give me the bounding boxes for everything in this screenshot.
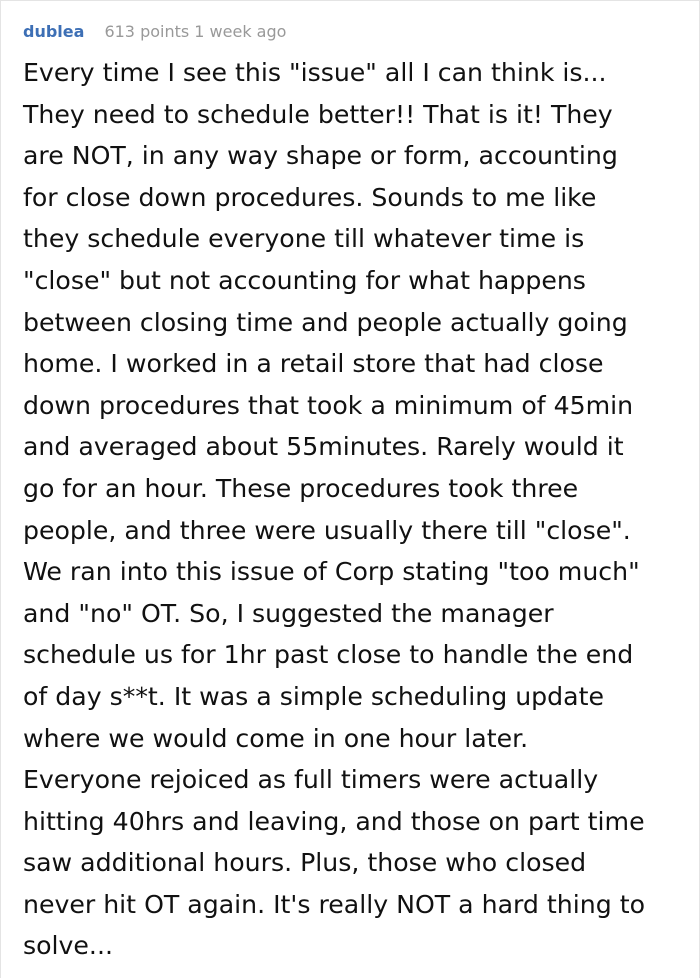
comment-text-line: home. I worked in a retail store that had close: [23, 349, 604, 379]
comment-text-line: "close" but not accounting for what happens: [23, 265, 586, 295]
comment-text-line: They need to schedule better!! That is it! They: [23, 99, 613, 129]
comment-text-line: schedule us for 1hr past close to handle the end: [23, 640, 634, 670]
comment-text-line: saw additional hours. Plus, those who closed: [23, 848, 587, 878]
comment-text-line: and "no" OT. So, I suggested the manager: [23, 598, 554, 628]
comment-text-line: people, and three were usually there till "close".: [23, 515, 631, 545]
comment-meta: 613 points 1 week ago: [104, 22, 287, 41]
comment-text-line: Every time I see this "issue" all I can think is...: [23, 58, 607, 87]
comment-text-line: go for an hour. These procedures took three: [23, 473, 579, 503]
comment-text-line: for close down procedures. Sounds to me like: [23, 182, 597, 212]
comment-text-line: and averaged about 55minutes. Rarely would it: [23, 432, 624, 462]
comment-header: [23, 21, 286, 43]
comment-text-line: they schedule everyone till whatever time is: [23, 224, 585, 254]
comment-text-line: of day s**t. It was a simple scheduling update: [23, 681, 604, 711]
comment-text-line: where we would come in one hour later.: [23, 723, 529, 753]
comment-text-line: solve...: [23, 931, 113, 961]
comment-text-line: hitting 40hrs and leaving, and those on part time: [23, 806, 645, 836]
comment-text-line: between closing time and people actually going: [23, 307, 628, 337]
comment-body: [23, 52, 645, 967]
comment-text-line: We ran into this issue of Corp stating "too much": [23, 557, 640, 587]
author-link[interactable]: dublea: [23, 22, 85, 41]
comment-text-line: Everyone rejoiced as full timers were actually: [23, 765, 599, 795]
comment-text-line: down procedures that took a minimum of 45min: [23, 390, 634, 420]
comment-text-line: are NOT, in any way shape or form, accounting: [23, 141, 618, 171]
comment-text-line: never hit OT again. It's really NOT a hard thing to: [23, 889, 646, 919]
